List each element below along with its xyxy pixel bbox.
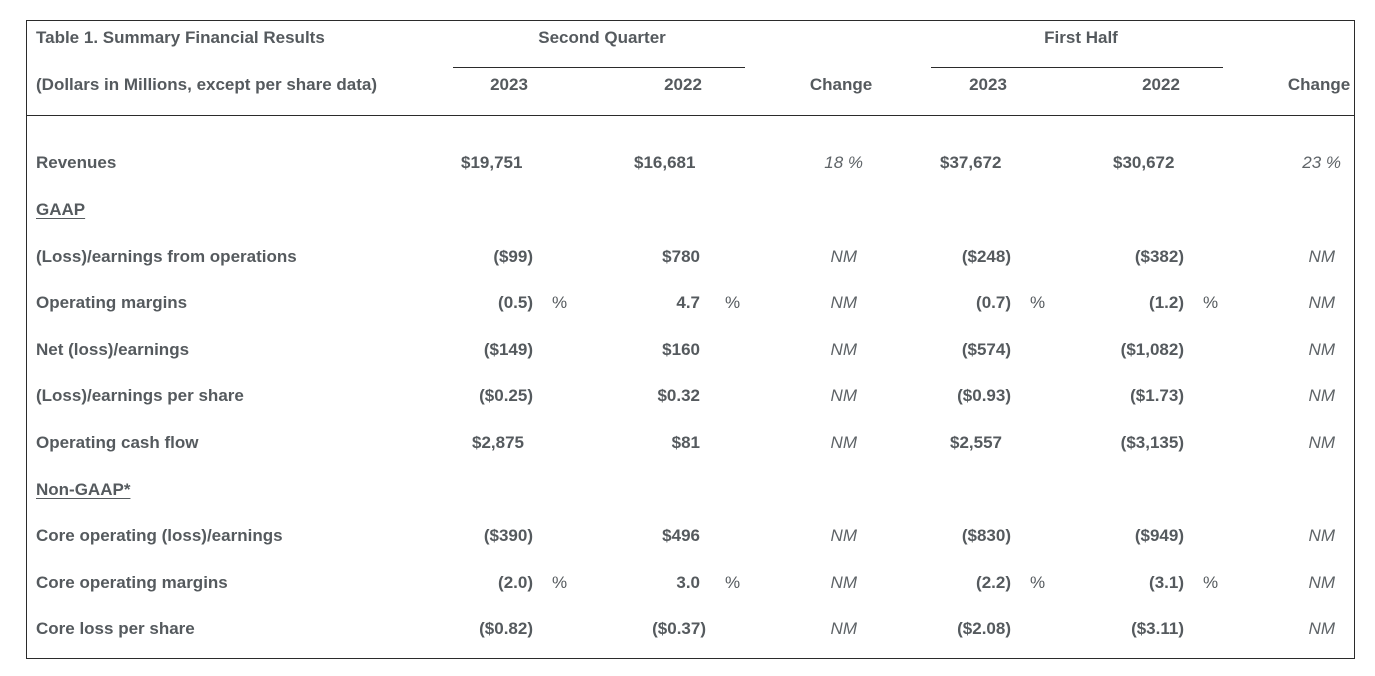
cell-net-h-change: NM bbox=[1308, 340, 1335, 359]
first-half-underline bbox=[931, 67, 1223, 68]
percent-sign: % bbox=[552, 573, 568, 592]
cell-eps-h-2022: ($1.73) bbox=[1130, 386, 1184, 405]
cell-core-eps-q-change: NM bbox=[830, 619, 857, 638]
percent-sign: % bbox=[1203, 573, 1219, 592]
row-label-operating-cash-flow: Operating cash flow bbox=[36, 433, 199, 452]
table-title: Table 1. Summary Financial Results bbox=[36, 28, 325, 47]
row-label-net-loss-earnings: Net (loss)/earnings bbox=[36, 340, 190, 359]
cell-ops-q-2023: ($99) bbox=[493, 247, 533, 266]
percent-sign: % bbox=[1030, 293, 1046, 312]
cell-ops-q-2022: $780 bbox=[662, 247, 700, 266]
cell-revenues-q-2022: $16,681 bbox=[634, 153, 696, 172]
percent-sign: % bbox=[1030, 573, 1046, 592]
cell-revenues-h-change: 23 % bbox=[1302, 153, 1341, 172]
cell-core-ops-q-2022: $496 bbox=[662, 526, 700, 545]
cell-core-margins-h-change: NM bbox=[1308, 573, 1335, 592]
header-divider bbox=[26, 115, 1355, 116]
cell-cashflow-q-change: NM bbox=[830, 433, 857, 452]
cell-eps-q-change: NM bbox=[830, 386, 857, 405]
cell-core-margins-h-2023: (2.2) bbox=[976, 573, 1011, 592]
cell-cashflow-q-2022: $81 bbox=[671, 433, 700, 452]
cell-eps-h-change: NM bbox=[1308, 386, 1335, 405]
row-label-core-operating-margins: Core operating margins bbox=[36, 573, 228, 592]
col-header-h-2023: 2023 bbox=[969, 75, 1007, 94]
cell-core-ops-q-change: NM bbox=[830, 526, 857, 545]
cell-core-eps-q-2023: ($0.82) bbox=[479, 619, 533, 638]
cell-margins-h-2023: (0.7) bbox=[976, 293, 1011, 312]
percent-sign: % bbox=[1203, 293, 1219, 312]
cell-core-margins-q-2022: 3.0 bbox=[676, 573, 700, 592]
row-label-loss-earnings-from-operations: (Loss)/earnings from operations bbox=[36, 247, 297, 266]
section-label-gaap: GAAP bbox=[36, 200, 86, 219]
cell-margins-q-2023: (0.5) bbox=[498, 293, 533, 312]
row-label-core-loss-per-share: Core loss per share bbox=[36, 619, 195, 638]
cell-revenues-h-2022: $30,672 bbox=[1113, 153, 1175, 172]
cell-ops-h-change: NM bbox=[1308, 247, 1335, 266]
cell-cashflow-h-change: NM bbox=[1308, 433, 1335, 452]
second-quarter-underline bbox=[453, 67, 745, 68]
cell-cashflow-q-2023: $2,875 bbox=[472, 433, 524, 452]
cell-revenues-h-2023: $37,672 bbox=[940, 153, 1002, 172]
percent-sign: % bbox=[552, 293, 568, 312]
cell-revenues-q-2023: $19,751 bbox=[461, 153, 523, 172]
row-label-core-operating-loss-earnings: Core operating (loss)/earnings bbox=[36, 526, 283, 545]
group-header-second-quarter: Second Quarter bbox=[538, 28, 666, 47]
cell-net-h-2022: ($1,082) bbox=[1120, 340, 1184, 359]
cell-core-ops-h-2022: ($949) bbox=[1134, 526, 1184, 545]
cell-core-margins-q-2023: (2.0) bbox=[498, 573, 533, 592]
cell-core-eps-h-2023: ($2.08) bbox=[957, 619, 1011, 638]
col-header-q-2023: 2023 bbox=[490, 75, 528, 94]
cell-core-margins-q-change: NM bbox=[830, 573, 857, 592]
cell-ops-q-change: NM bbox=[830, 247, 857, 266]
col-header-h-change: Change bbox=[1287, 75, 1351, 94]
percent-sign: % bbox=[725, 573, 741, 592]
cell-core-ops-h-change: NM bbox=[1308, 526, 1335, 545]
cell-core-eps-q-2022: ($0.37) bbox=[652, 619, 706, 638]
col-header-q-change: Change bbox=[809, 75, 873, 94]
row-label-loss-earnings-per-share: (Loss)/earnings per share bbox=[36, 386, 244, 405]
cell-margins-h-change: NM bbox=[1308, 293, 1335, 312]
row-label-revenues: Revenues bbox=[36, 153, 117, 172]
cell-net-q-change: NM bbox=[830, 340, 857, 359]
percent-sign: % bbox=[725, 293, 741, 312]
cell-net-q-2023: ($149) bbox=[483, 340, 533, 359]
cell-core-eps-h-2022: ($3.11) bbox=[1131, 619, 1184, 638]
cell-core-eps-h-change: NM bbox=[1308, 619, 1335, 638]
cell-margins-q-2022: 4.7 bbox=[676, 293, 700, 312]
cell-net-q-2022: $160 bbox=[662, 340, 700, 359]
cell-core-ops-q-2023: ($390) bbox=[483, 526, 533, 545]
col-header-h-2022: 2022 bbox=[1142, 75, 1180, 94]
cell-eps-h-2023: ($0.93) bbox=[957, 386, 1011, 405]
cell-cashflow-h-2023: $2,557 bbox=[950, 433, 1002, 452]
cell-eps-q-2023: ($0.25) bbox=[479, 386, 533, 405]
cell-core-margins-h-2022: (3.1) bbox=[1149, 573, 1184, 592]
cell-cashflow-h-2022: ($3,135) bbox=[1120, 433, 1184, 452]
cell-revenues-q-change: 18 % bbox=[824, 153, 863, 172]
table-subtitle: (Dollars in Millions, except per share data) bbox=[36, 75, 378, 94]
cell-eps-q-2022: $0.32 bbox=[657, 386, 700, 405]
cell-net-h-2023: ($574) bbox=[961, 340, 1011, 359]
col-header-q-2022: 2022 bbox=[664, 75, 702, 94]
cell-ops-h-2023: ($248) bbox=[961, 247, 1011, 266]
section-label-non-gaap: Non-GAAP* bbox=[36, 480, 131, 499]
row-label-operating-margins: Operating margins bbox=[36, 293, 188, 312]
cell-margins-q-change: NM bbox=[830, 293, 857, 312]
cell-core-ops-h-2023: ($830) bbox=[961, 526, 1011, 545]
group-header-first-half: First Half bbox=[1044, 28, 1118, 47]
cell-margins-h-2022: (1.2) bbox=[1149, 293, 1184, 312]
cell-ops-h-2022: ($382) bbox=[1134, 247, 1184, 266]
